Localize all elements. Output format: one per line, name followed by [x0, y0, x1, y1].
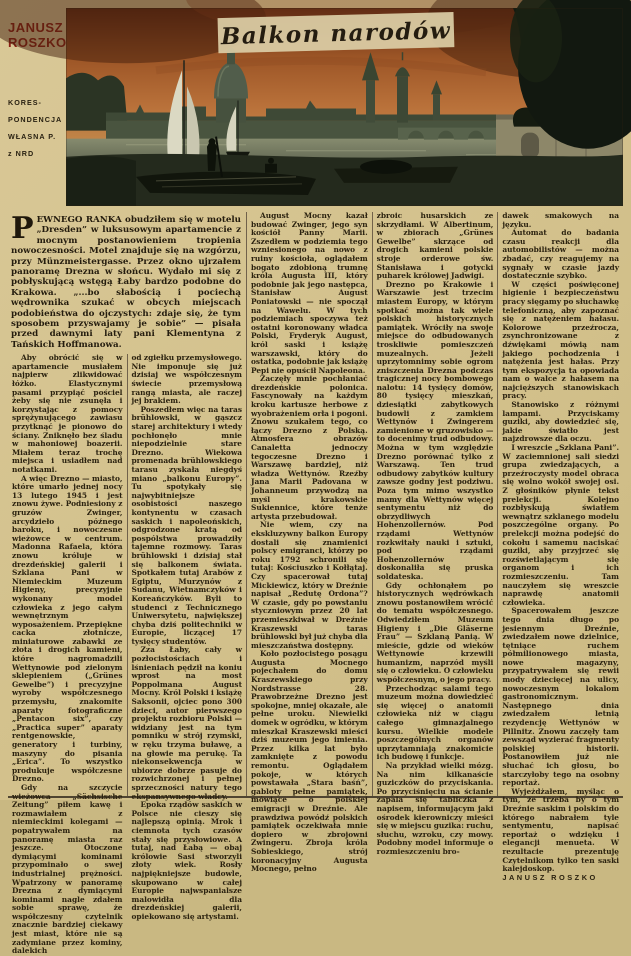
paragraph: Koło pozłocistego posągu Augusta Mocnego pojechałem do domu Kraszewskiego przy Nordstrasse 28. Prawobrzeżne Drezno jest spokojne, mniej okazałe, ale pełne uroku. Niewielki domek w ogródku, w którym mieszkał Kraszewski mieści dziś muzeum jego imienia. Przez kilka lat było zamknięte z powodu remontu. Oglądałem pokoje, w których powstawała „Stara baśń”, gabloty pełne pamiątek, mówiące o polskiej emigracji w Dreźnie. Ale prawdziwa powódź polskich pamiątek oczekiwała mnie dopiero w zbrojowni Zwingeru. Zbroja króla Sobieskiego, strój koronacyjny Augusta Mocnego, pełno: [251, 649, 368, 874]
column-1: [8, 353, 128, 956]
paragraph: Poszedłem więc na taras brühlowski, w gąszcz starej architektury i wtedy pochłonęło mnie niepodzielnie stare Drezno. Wiekowa promenada brühlowskiego tarasu zyskała niegdyś miano „balkonu Europy”. Tu spotykały się najwybitniejsze osobistości naszego kontynentu w czasach saskich i napoleońskich, odgrodzone kratą od pospólstwa prowadziły tajemne rozmowy. Taras brühlowski i dzisiaj stał się balkonem świata. Spotkałem tutaj Arabów z Egiptu, Murzynów z Sudanu, Wietnamczyków i Koreańczyków. Byli to studenci z Technicznego Uniwersytetu, największej chyba dziś politechniki w Europie, liczącej 17 tysięcy studentów.: [131, 404, 242, 646]
paragraph: A więc Drezno — miasto, które umarło jednej nocy 13 lutego 1945 i jest znowu żywe. Podniesiony z gruzów Zwinger, arcydzieło późnego baroku, i nowoczesne wieżowce w centrum. Madonna Rafaela, która znowu króluje w drezdeńskiej galerii i Szklana Pani w Niemieckim Muzeum Higieny, precyzyjnie wykonany model człowieka z jego całym wewnętrznym wyposażeniem. Przepiękne cacka złotnicze, miniaturowe zabawki ze złota i drogich kamieni, które nagromadzili Wettynowie pod zielonym sklepieniem („Grünes Gewelbe”) i precyzyjne wyroby współczesnego przemysłu, znakomite aparaty fotograficzne „Pentacon six”, czy „Practica super” aparaty rentgenowskie, generatory i turbiny, maszyny do pisania „Erica”. To wszystko produkuje współczesne Drezno.: [12, 473, 123, 784]
drop-cap: P: [11, 211, 34, 246]
paragraph: Automat do badania czasu reakcji dla automobilistów — można zbadać, czy reagujemy na sygnały w czasie jazdy dostatecznie szybko.: [502, 228, 620, 281]
paragraph: Spacerowałem jeszcze tego dnia długo po jesiennym Dreźnie, zwiedzałem nowe dzielnice, tętniące ruchem półmilionowego miasta, nowe magazyny, przypatrywałem się rewii mody dziecięcej na ulicy, nowoczesnym lokalom gastronomicznym. Następnego dnia zwiedzałem letnią rezydencję Wettynów w Pillnitz. Znowu zaczęły tam zewsząd wyzierać fragmenty polskiej historii. Postanowiłem już nie słuchać ich głosu, bo starczyłoby tego na osobny reportaż.: [502, 606, 620, 788]
paragraph: I wreszcie „Szklana Pani”. W zaciemnionej sali siedzi grupa zwiedzających, a przeźroczysty model obraca się wolno wokół swojej osi. Z głośników płynie tekst prelekcji. Kolejno rozbłyskują światłem wewnątrz szklanego modelu poszczególne organy. Po prelekcji można podejść do cokołu i samemu naciskać guziki, aby przyjrzeć się rozświetlającym się organom i ich rozmieszczeniu. Tam nauczyłem się wreszcie naprawdę anatomii człowieka.: [502, 443, 620, 607]
paragraph: Gdy ochłonąłem po historycznych wędrówkach znowu postanowiłem wrócić do tematu współczesnego. Odwiedziłem Muzeum Higieny i „Die Gläserne Frau” — Szklaną Panią. W mieście, gdzie od wieków Wettynowie krzewili humanizm, naprzód myśli się o człowieku. O człowieku współczesnym, o jego pracy.: [376, 580, 494, 685]
paragraph: zbroic husarskich ze skrzydłami. W Albertinum, w zbiorach „Grünes Gewelbe” skrzące od drogich kamieni polskie stroje orderowe św. Stanisława i gotycki puharek królowej Jadwigi.: [376, 211, 494, 281]
paragraph: Aby obrócić się w apartamencie musiałem najpierw zlikwidować łóżko. Elastycznymi pasami przypiąć pościel żeby się nie zsunęła i korzystając z pomocy sprężynującego zawiasu przytknąć je pionowo do ściany. Zniknęło bez śladu w mahoniowej boazerii. Miałem teraz trochę miejsca i usiadłem nad notatkami.: [12, 353, 123, 474]
paragraph: od zgiełku przemysłowego. Nie imponuje się już dzisiaj we współczesnym świecie przemysłową rangą miasta, ale raczej jej brakiem.: [131, 353, 242, 406]
correspondence-label: [8, 94, 66, 162]
lead-text: EWNEGO RANKA obudziłem się w motelu „Dresden” w luksusowym apartamencie z mocnym postanowieniem tropienia nowoczesności. Motel znajduje się na wzgórzu, przy Münzmeistergasse. Przez okno ujrzałem panoramę Drezna w słońcu. Wydało mi się z pobłyskującą wstęgą Łaby bardzo podobne do Krakowa. „...bo słabością i pociechą wędrownika szukać w obcych miejscach podobieństwa do ojczystych: zdaje się, że tym sposobem przyswajamy je sobie” — pisała przed dawnymi laty pani Klementyna z Tańskich Hoffmanowa.: [11, 215, 241, 350]
paragraph: Epoka rządów saskich w Polsce nie cieszy się najlepszą opinią. Mrok i ciemnota tych czasów stały się przysłowiowe. A tutaj, nad Łabą — obaj królowie Sasi stworzyli złoty wiek. Rosły najpiękniejsze budowle, skupowano w całej Europie najwspanialsze malowidła dla drezdeńskiej galerii, opiekowano się artystami.: [131, 800, 242, 921]
paragraph: dawek smakowych na języku.: [502, 211, 620, 229]
paragraph: Zza Łaby, cały w pozłocistościach i lśnieniach pędził na koniu wprost na most Poppolmana August Mocny. Król Polski i książę Saksonii, ojciec pono 300 dzieci, autor pierwszego projektu rozbioru Polski — widziany jest na tym pomniku w strój rzymski, w ręku trzyma buławę, a na głowie ma perukę. Ta niekonsekwencja w ubiorze dobrze pasuje do rozwichrzonej i pełnej sprzeczności natury tego ekspansywnego władcy.: [131, 645, 242, 801]
paragraph: Nie wiem, czy na ekskluzywny balkon Europy dostali się znamienici polscy emigranci, którzy po roku 1792 schronili się tutaj: Kościuszko i Kołłątaj. Czy spacerował tutaj Mickiewicz, który w Dreźnie napisał „Redutę Ordona”? W czasie, gdy po powstaniu styczniowym przez 20 lat przemieszkiwał w Dreźnie Kraszewski taras brühlowski był już chyba dla mieszczaństwa dostępny.: [251, 520, 368, 650]
correspondence-line: KORES-: [8, 98, 42, 107]
columns-1-2-body: [8, 353, 246, 956]
hero-image: [66, 8, 623, 206]
hero-title-band: [218, 12, 455, 53]
dresden-engraving: [66, 8, 623, 206]
correspondence-line: z NRD: [8, 149, 35, 158]
column-5: [498, 211, 623, 882]
correspondence-line: WŁASNA P.: [8, 132, 57, 141]
paragraph: Gdy na szczycie wieżowca „Sächsische Zeitung” piłem kawę i rozmawiałem z niemieckimi kolegami — popatrywałem na panoramę miasta raz jeszcze. Otoczone dymiącymi kominami przypominało o swej industrialnej prężności. Wpatrzony w panoramę Drezna z dymiącymi kominami nagle zdałem sobie sprawę, że współczesny czytelnik znacznie bardziej ciekawy jest miast, które nie są zadymiane przez kominy, dalekich: [12, 782, 123, 956]
author-signature: JANUSZ ROSZKO: [502, 872, 598, 882]
column-2: [128, 353, 247, 921]
columns-1-2: [8, 211, 247, 956]
paragraph: Drezno po Krakowie i Warszawie jest trzecim miastem Europy, w którym spotkać można tak wiele polskich historycznych pamiątek. Wróciły na swoje miejsce do odbudowanych troskliwie pomieszczeń muzealnych. Jeżeli uprzytomnimy sobie ogrom zniszczenia Drezna podczas tragicznej nocy bombowego nalotu: 14 tysięcy domów, 80 tysięcy mieszkań, dziesiątki zabytkowych budowli z zamkiem Wettynów i Zwingerem zamienione w gruzowisko — to docenimy trud odbudowy. Można w tym względzie Drezno porównać tylko z Warszawą. Ten trud odbudowy zabytków kultury zawsze godny jest podziwu. Poza tym mimo wszystko mamy dla Wettynów więcej sentymentu niż do obrzydliwych Hohenzollernów. Pod rządami Wettynów rozkwitały nauki i sztuki, pod rządami Hohenzollernów doskonaliła się pruska soldateska.: [376, 279, 494, 581]
paragraph: Przechodząc salami tego muzeum można dowiedzieć się więcej o anatomii człowieka niż w ciągu całego gimnazjalnego kursu. Wielkie modele poszczególnych organów uprzytamniają znakomicie ich budowę i funkcje.: [376, 683, 494, 762]
lead-paragraph: [8, 212, 246, 354]
paragraph: Stanowisko z różnymi lampami. Przyciskamy guziki, aby dowiedzieć się, jakie światło jest najzdrowsze dla oczu.: [502, 400, 620, 444]
top-section: [8, 8, 623, 206]
article-body: [8, 211, 623, 956]
correspondence-line: PONDENCJA: [8, 115, 63, 124]
article-title: Balkon narodów: [220, 17, 452, 51]
column-3: [247, 211, 373, 874]
paragraph: Wyjeżdżałem, myśląc o tym, że trzeba by o tym Dreźnie saskim i polskim do którego nabrałem tyle sentymentu, napisać reportaż o wdzięku i elegancji menueta. W rezultacie prezentuję Czytelnikom tylko ten saski kalejdoskop.: [502, 786, 620, 874]
paragraph: Na przykład wielki mózg. Na nim kilkanaście guziczków do przyciskania. Po przyciśnięciu na ścianie zapala się tabliczka z napisem, informującym jaki ośrodek kierowniczy mieści się w miejscu guzika: ruchu, słuchu, wzroku, czy mowy. Podobny model informuje o rozmieszczeniu bro-: [376, 761, 494, 856]
paragraph: August Mocny kazał budować Zwinger, jego syn kościół Panny Marii. Zszedłem w podziemia tego wzniesionego na nowo z ruiny kościoła, oglądałem bogato zdobioną trumnę króla Augusta III, który podobnie jak jego następca, Stanisław August Poniatowski — nie spoczął na Wawelu. W tych podziemiach spoczywa też ostatni koronowany władca Polski, Fryderyk August, król saski i książę warszawski, który do ostatka, podobnie jak książę Pepi nie opuścił Napoleona.: [251, 211, 368, 375]
paragraph: Zaczęły mnie pochłaniać drezdeńskie polonica. Fascynowały na każdym kroku kartusze herbowe z wyobrażeniem orła i pogoni. Znowu szukałem tego, co łączy Drezno z Polską. Atmosfera obrazów Canaletta jednoczy tegoczesne Drezno i Warszawę bardziej, niż władza Wettynów. Rzeźby Jana Marii Padovana w Johanneum przywodzą na myśl krakowskie Sukiennice, które tenże artysta przebudował.: [251, 374, 368, 521]
hero-trees-right: [510, 0, 631, 149]
paragraph: W części poświęconej higienie i bezpieczeństwu pracy sięgamy po słuchawkę telefoniczną, aby zapoznać się z natężeniem hałasu. Kolorowe przeźrocza, zsynchronizowane z dźwiękami mówią nam jakiego pochodzenia i natężenia jest hałas. Przy tym ekspozycja ta opowiada nam o walce z hałasem na najcięższych stanowiskach pracy.: [502, 279, 620, 401]
column-4: [373, 211, 499, 856]
